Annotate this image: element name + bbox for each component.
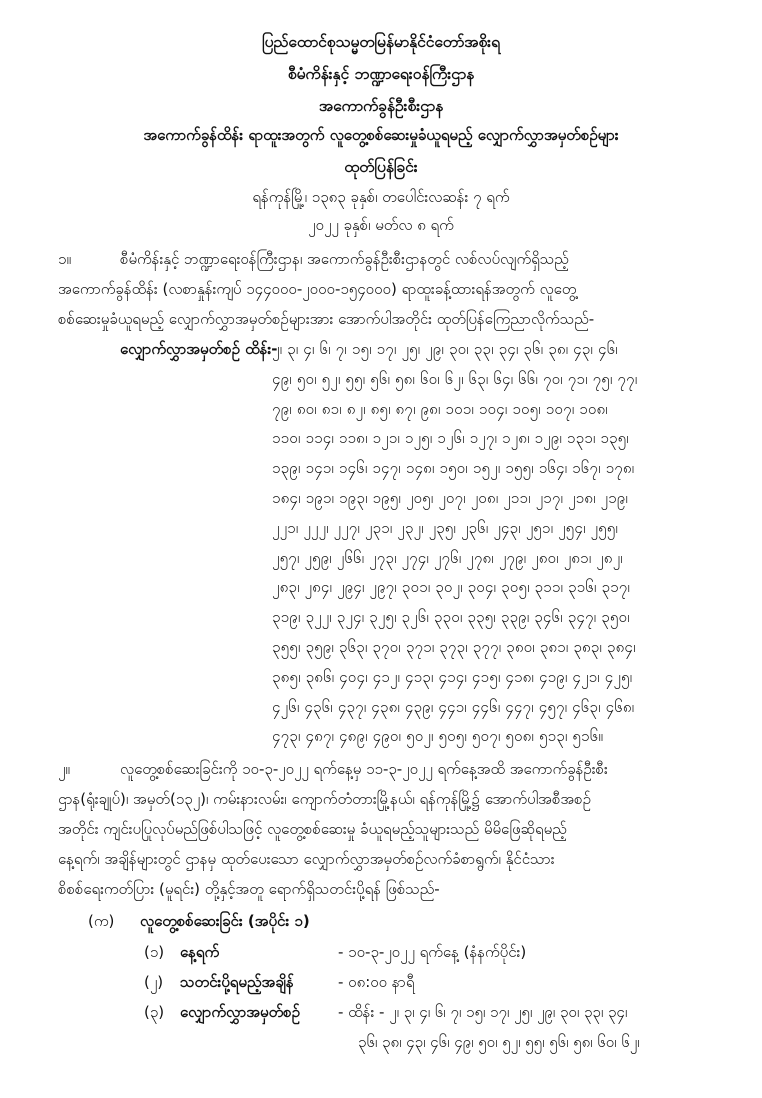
item-value: - ၁၀-၃-၂၀၂၂ ရက်နေ့ (နံနက်ပိုင်း) (338, 943, 527, 961)
item-number: (၃) (144, 1003, 165, 1021)
serial-line: ၁၃၉၊ ၁၄၁၊ ၁၄၆၊ ၁၄၇၊ ၁၄၈၊ ၁၅၀၊ ၁၅၂၊ ၁၅၅၊ ၁၆၄၊ ၁၆၇၊ ၁၇၈၊ (272, 459, 635, 478)
serial-line: ၇၉၊ ၈၀၊ ၈၁၊ ၈၂၊ ၈၅၊ ၈၇၊ ၉၈၊ ၁၀၁၊ ၁၀၄၊ ၁၀၅၊ ၁၀၇၊ ၁၀၈၊ (272, 399, 608, 418)
section-marker: (က) (88, 912, 115, 930)
para2-line: လူတွေ့စစ်ဆေးခြင်းကို ၁၀-၃-၂၀၂၂ ရက်နေ့မှ ၁၁-၃-၂၀၂၂ ရက်နေ့အထိ အကောက်ခွန်ဦးစီး (120, 760, 608, 778)
item-value: - ၀၈:၀၀ နာရီ (338, 973, 415, 991)
item-number: (၂) (144, 973, 164, 991)
serial-line: ၁၁၀၊ ၁၁၄၊ ၁၁၈၊ ၁၂၁၊ ၁၂၅၊ ၁၂၆၊ ၁၂၇၊ ၁၂၈၊ ၁၂၉၊ ၁၃၁၊ ၁၃၅၊ (272, 429, 629, 448)
serial-line: ၂၊ ၃၊ ၄၊ ၆၊ ၇၊ ၁၅၊ ၁၇၊ ၂၅၊ ၂၉၊ ၃၀၊ ၃၃၊ ၃၄၊ ၃၆၊ ၃၈၊ ၄၃၊ ၄၆၊ (272, 340, 618, 358)
para1-line: စစ်ဆေးမှုခံယူရမည့် လျှောက်လွှာအမှတ်စဉ်များအား အောက်ပါအတိုင်း ထုတ်ပြန်ကြေညာလိုက်သည်- (58, 310, 595, 328)
serial-line: ၃၁၉၊ ၃၂၂၊ ၃၂၄၊ ၃၂၅၊ ၃၂၆၊ ၃၃၀၊ ၃၃၅၊ ၃၃၉၊ ၃၄၆၊ ၃၄၇၊ ၃၅၀၊ (272, 608, 630, 627)
para2-line: စိစစ်ရေးကတ်ပြား (မူရင်း) တို့နှင့်အတူ ရောက်ရှိသတင်းပို့ရန် ဖြစ်သည်- (58, 880, 440, 898)
gregorian-date: ၂၀၂၂ ခုနှစ်၊ မတ်လ ၈ ရက် (308, 216, 454, 234)
para2-line: အတိုင်း ကျင်းပပြုလုပ်မည်ဖြစ်ပါသဖြင့် လူတွေ့စစ်ဆေးမှု ခံယူရမည့်သူများသည် မိမိဖြေဆိုရမည့် (58, 820, 567, 838)
serial-line: ၃၈၅၊ ၃၈၆၊ ၄၀၄၊ ၄၁၂၊ ၄၁၃၊ ၄၁၄၊ ၄၁၅၊ ၄၁၈၊ ၄၁၉၊ ၄၂၁၊ ၄၂၅၊ (272, 667, 633, 686)
para1-number: ၁။ (58, 250, 71, 268)
item-value: - ထိန်း - ၂၊ ၃၊ ၄၊ ၆၊ ၇၊ ၁၅၊ ၁၇၊ ၂၅၊ ၂၉၊ ၃၀၊ ၃၃၊ ၃၄၊ (338, 1003, 628, 1021)
place-date: ရန်ကုန်မြို့၊ ၁၃၈၃ ခုနှစ်၊ တပေါင်းလဆန်း ၇ ရက် (252, 188, 510, 206)
para2-line: ဌာန(ရုံးချုပ်)၊ အမှတ်(၁၃၂)၊ ကမ်းနားလမ်း၊ ကျောက်တံတားမြို့နယ်၊ ရန်ကုန်မြို့၌ အောက်ပါအစီအစဉ် (58, 790, 591, 808)
serial-line: ၄၉၊ ၅၀၊ ၅၂၊ ၅၅၊ ၅၆၊ ၅၈၊ ၆၀၊ ၆၂၊ ၆၃၊ ၆၄၊ ၆၆၊ ၇၀၊ ၇၁၊ ၇၅၊ ၇၇၊ (272, 369, 638, 388)
serial-line: ၄၂၆၊ ၄၃၆၊ ၄၃၇၊ ၄၃၈၊ ၄၃၉၊ ၄၄၁၊ ၄၄၆၊ ၄၄၇၊ ၄၅၇၊ ၄၆၃၊ ၄၆၈၊ (272, 697, 635, 716)
para2-number: ၂။ (58, 760, 70, 778)
serial-line: ၂၂၁၊ ၂၂၂၊ ၂၂၇၊ ၂၃၁၊ ၂၃၂၊ ၂၃၅၊ ၂၃၆၊ ၂၄၃၊ ၂၅၁၊ ၂၅၄၊ ၂၅၅၊ (272, 518, 618, 537)
serial-line: ၁၈၄၊ ၁၉၁၊ ၁၉၃၊ ၁၉၅၊ ၂၀၅၊ ၂၀၇၊ ၂၀၈၊ ၂၁၁၊ ၂၁၇၊ ၂၁၈၊ ၂၁၉၊ (272, 488, 628, 507)
ministry-title: စီမံကိန်းနှင့် ဘဏ္ဍာရေးဝန်ကြီးဌာန (287, 65, 475, 83)
item-number: (၁) (144, 943, 165, 961)
announcement-subtitle: ထုတ်ပြန်ခြင်း (344, 158, 418, 176)
item-label: နေ့ရက် (180, 943, 220, 961)
serial-line: ၄၇၃၊ ၄၈၇၊ ၄၈၉၊ ၄၉၀၊ ၅၀၂၊ ၅၀၅၊ ၅၀၇၊ ၅၀၈၊ ၅၁၃၊ ၅၁၆။ (272, 727, 604, 746)
section-title: လူတွေ့စစ်ဆေးခြင်း (အပိုင်း ၁) (140, 912, 310, 930)
item-label: သတင်းပို့ရမည့်အချိန် (180, 973, 294, 991)
announcement-title: အကောက်ခွန်ထိန်း ရာထူးအတွက် လူတွေ့စစ်ဆေးမှုခံယူရမည့် လျှောက်လွှာအမှတ်စဉ်များ (143, 126, 619, 144)
para2-line: နေ့ရက်၊ အချိန်များတွင် ဌာနမှ ထုတ်ပေးသော လျှောက်လွှာအမှတ်စဉ်လက်ခံစာရွက်၊ နိုင်ငံသား (58, 850, 555, 868)
serial-line: ၃၅၅၊ ၃၅၉၊ ၃၆၃၊ ၃၇၀၊ ၃၇၁၊ ၃၇၃၊ ၃၇၇၊ ၃၈၀၊ ၃၈၁၊ ၃၈၃၊ ၃၈၄၊ (272, 637, 636, 656)
serial-line: ၂၅၇၊ ၂၅၉၊ ၂၆၆၊ ၂၇၃၊ ၂၇၄၊ ၂၇၆၊ ၂၇၈၊ ၂၇၉၊ ၂၈၀၊ ၂၈၁၊ ၂၈၂၊ (272, 548, 623, 567)
serial-label: လျှောက်လွှာအမှတ်စဉ် ထိန်း- (120, 340, 278, 358)
para1-line: အကောက်ခွန်ထိန်း (လစာနှုန်းကျပ် ၁၄၄၀၀၀-၂၀၀၀-၁၅၄၀၀၀) ရာထူးခန့်ထားရန်အတွက် လူတွေ့ (58, 280, 577, 298)
serial-number-list (272, 335, 732, 752)
item-label: လျှောက်လွှာအမှတ်စဉ် (180, 1003, 300, 1021)
department-title: အကောက်ခွန်ဦးစီးဌာန (318, 97, 444, 115)
serial-line: ၂၈၃၊ ၂၈၄၊ ၂၉၄၊ ၂၉၇၊ ၃၀၁၊ ၃၀၂၊ ၃၀၄၊ ၃၀၅၊ ၃၁၁၊ ၃၁၆၊ ၃၁၇၊ (272, 578, 630, 597)
government-title: ပြည်ထောင်စုသမ္မတမြန်မာနိုင်ငံတော်အစိုးရ (261, 33, 501, 51)
para1-line: စီမံကိန်းနှင့် ဘဏ္ဍာရေးဝန်ကြီးဌာန၊ အကောက်ခွန်ဦးစီးဌာနတွင် လစ်လပ်လျက်ရှိသည့် (120, 250, 569, 268)
item-continuation: ၃၆၊ ၃၈၊ ၄၃၊ ၄၆၊ ၄၉၊ ၅၀၊ ၅၂၊ ၅၅၊ ၅၆၊ ၅၈၊ ၆၀၊ ၆၂၊ (358, 1033, 640, 1051)
